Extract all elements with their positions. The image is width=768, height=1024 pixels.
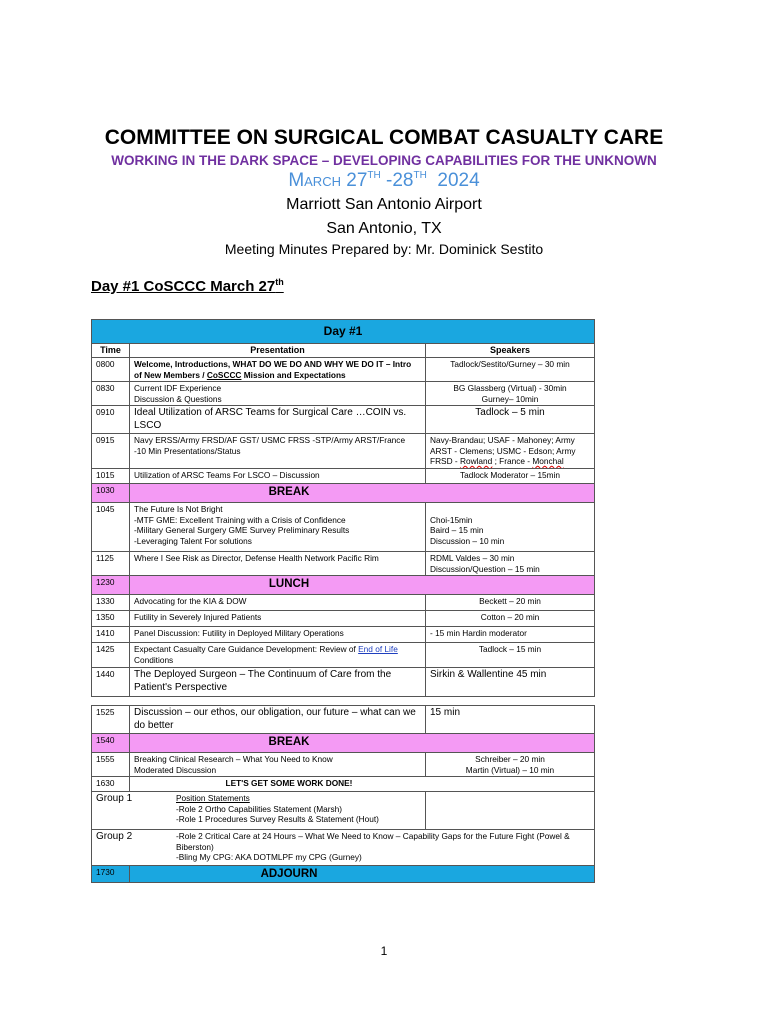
presentation-cell: Navy ERSS/Army FRSD/AF GST/ USMC FRSS -STP/Army ARST/France -10 Min Presentations/Status [130,434,426,469]
table-row [92,552,595,576]
time-cell: 1410 [92,627,130,643]
work-session-label: LET'S GET SOME WORK DONE! [130,777,595,792]
document-title: COMMITTEE ON SURGICAL COMBAT CASUALTY CARE [104,126,664,149]
table-row [92,668,595,697]
speakers-cell: Tadlock/Sestito/Gurney – 30 min [426,358,595,382]
table-row [92,753,595,777]
group-name: Group 2 [96,831,133,842]
meeting-date: March 27TH -28TH 2024 [288,170,480,191]
presentation-cell: Panel Discussion: Futility in Deployed Military Operations [130,627,426,643]
speakers-cell: Sirkin & Wallentine 45 min [426,668,595,697]
document-subtitle: WORKING IN THE DARK SPACE – DEVELOPING CAPABILITIES FOR THE UNKNOWN [111,153,657,168]
table-row [92,469,595,484]
time-cell: 0830 [92,382,130,406]
speakers-cell: Beckett – 20 min [426,595,595,611]
table-row [92,382,595,406]
speakers-cell: 15 min [426,706,595,734]
presentation-cell: Breaking Clinical Research – What You Need to Know Moderated Discussion [130,753,426,777]
agenda-table-1 [91,319,595,697]
lunch-label: LUNCH [130,576,595,595]
time-cell: 1440 [92,668,130,697]
time-cell: 0915 [92,434,130,469]
table-row [92,792,595,830]
table-title-row [92,320,595,344]
presentation-cell: Futility in Severely Injured Patients [130,611,426,627]
group-name: Group 1 [96,793,133,804]
speakers-cell: Cotton – 20 min [426,611,595,627]
col-speakers: Speakers [426,344,595,358]
agenda-table-2 [91,705,595,883]
time-cell: 1045 [92,503,130,552]
table-row [92,830,595,866]
speakers-cell: RDML Valdes – 30 min Discussion/Question – 15 min [426,552,595,576]
speakers-cell: Schreiber – 20 min Martin (Virtual) – 10 min [426,753,595,777]
time-cell: 1540 [92,734,130,753]
time-cell: 1730 [92,866,130,883]
table-row [92,595,595,611]
time-cell: 0910 [92,406,130,434]
time-cell: 1425 [92,643,130,668]
time-cell: 1030 [92,484,130,503]
speakers-cell: - 15 min Hardin moderator [426,627,595,643]
table-row [92,503,595,552]
presentation-cell: The Deployed Surgeon – The Continuum of Care from the Patient's Perspective [130,668,426,697]
presentation-cell: Advocating for the KIA & DOW [130,595,426,611]
table-row [92,358,595,382]
break-label: BREAK [130,734,595,753]
presentation-cell: Welcome, Introductions, WHAT DO WE DO AND WHY WE DO IT – Intro of New Members / CoSCCC Mission and Expectations [130,358,426,382]
table-row [92,627,595,643]
speakers-cell: Tadlock Moderator – 15min [426,469,595,484]
adjourn-label: ADJOURN [130,866,595,883]
adjourn-row [92,866,595,883]
time-cell: 0800 [92,358,130,382]
presentation-cell: Expectant Casualty Care Guidance Development: Review of End of Life Conditions [130,643,426,668]
presentation-cell: Discussion – our ethos, our obligation, our future – what can we do better [130,706,426,734]
time-cell: 1630 [92,777,130,792]
empty-cell [426,792,595,830]
break-row [92,484,595,503]
meeting-city: San Antonio, TX [326,220,442,237]
time-cell: 1555 [92,753,130,777]
group-2-items: -Role 2 Critical Care at 24 Hours – What We Need to Know – Capability Gaps for the Future Fight (Powel & Biberston) -Bling My CPG: AKA DOTMLPF my CPG (Gurney) [176,831,570,862]
col-presentation: Presentation [130,344,426,358]
day-heading: Day #1 CoSCCC March 27th [91,277,284,295]
speakers-cell: Choi-15min Baird – 15 min Discussion – 10 min [426,503,595,552]
time-cell: 1330 [92,595,130,611]
table-row [92,643,595,668]
presentation-cell: Utilization of ARSC Teams For LSCO – Discussion [130,469,426,484]
group-2-cell [92,830,595,866]
time-cell: 1015 [92,469,130,484]
speakers-cell: Tadlock – 15 min [426,643,595,668]
table-row [92,777,595,792]
col-time: Time [92,344,130,358]
end-of-life-link[interactable]: End of Life [358,644,398,654]
lunch-row [92,576,595,595]
presentation-cell: Current IDF Experience Discussion & Questions [130,382,426,406]
presentation-cell: Where I See Risk as Director, Defense Health Network Pacific Rim [130,552,426,576]
speakers-cell: BG Glassberg (Virtual) - 30min Gurney– 10min [426,382,595,406]
table-title: Day #1 [92,320,595,344]
page-number: 1 [380,944,388,958]
time-cell: 1350 [92,611,130,627]
prepared-by: Meeting Minutes Prepared by: Mr. Dominick Sestito [224,241,544,257]
table-row [92,706,595,734]
meeting-venue: Marriott San Antonio Airport [286,196,482,213]
table-header-row [92,344,595,358]
table-row [92,406,595,434]
speakers-cell: Tadlock – 5 min [426,406,595,434]
break-row [92,734,595,753]
group-1-cell [92,792,426,830]
time-cell: 1230 [92,576,130,595]
table-row [92,611,595,627]
presentation-cell: The Future Is Not Bright -MTF GME: Excellent Training with a Crisis of Confidence -Military General Surgery GME Survey Preliminary Results -Leveraging Talent For solutions [130,503,426,552]
time-cell: 1125 [92,552,130,576]
group-1-items: Position Statements -Role 2 Ortho Capabilities Statement (Marsh) -Role 1 Procedures Survey Results & Statement (Hout) [176,793,379,824]
time-cell: 1525 [92,706,130,734]
table-row [92,434,595,469]
speakers-cell: Navy-Brandau; USAF - Mahoney; Army ARST - Clemens; USMC - Edson; Army FRSD - Rowland ; France - Monchal [426,434,595,469]
presentation-cell: Ideal Utilization of ARSC Teams for Surgical Care …COIN vs. LSCO [130,406,426,434]
break-label: BREAK [130,484,595,503]
